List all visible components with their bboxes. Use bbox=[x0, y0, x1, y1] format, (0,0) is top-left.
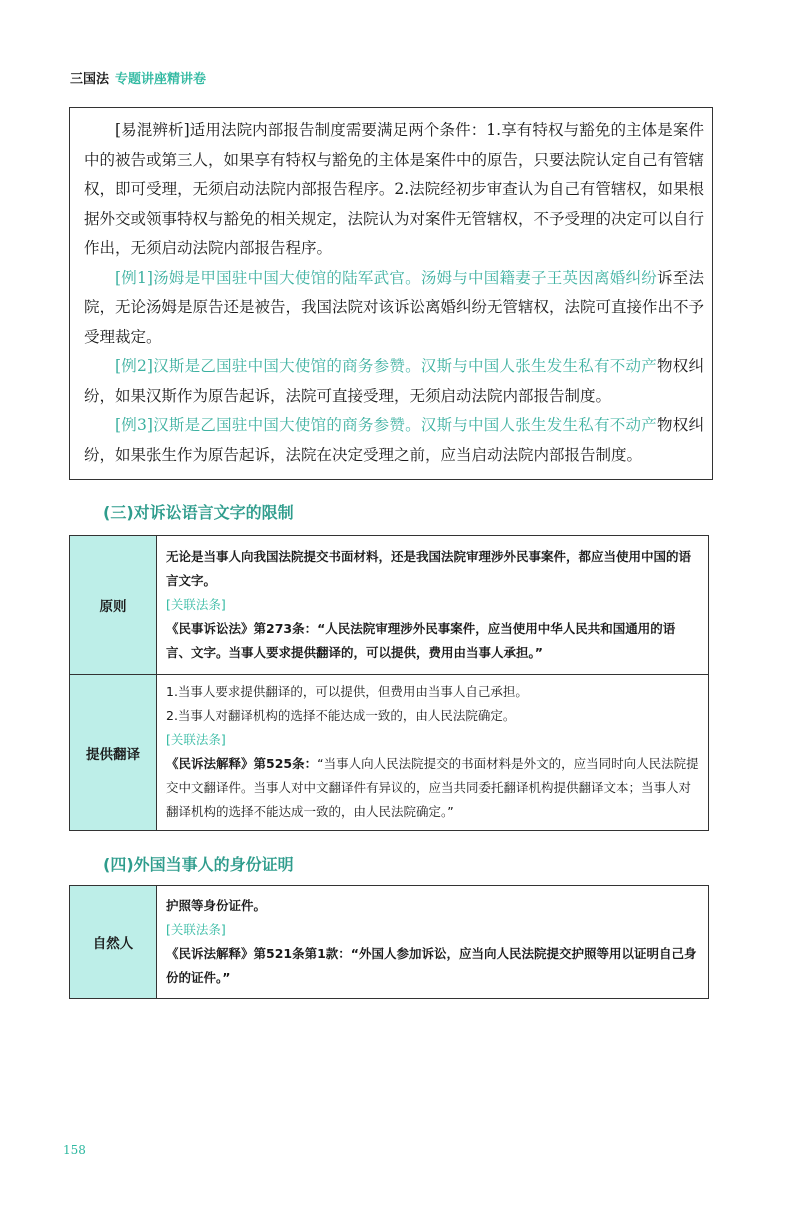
series-title: 专题讲座精讲卷 bbox=[115, 72, 207, 87]
example-1-rest: 诉至法院，无论汤姆是原告还是被告，我国法院对该诉讼离婚纠纷无管辖权，法院可直接作出不予受理裁定。 bbox=[84, 268, 705, 346]
note-box bbox=[69, 107, 713, 480]
law-text: “当事人向人民法院提交的书面材料是外文的，应当同时向人民法院提交中文翻译件。当事人对中文翻译件有异议的，应当共同委托翻译机构提供翻译文本；当事人对翻译机构的选择不能达成一致的，由人民法院确定。” bbox=[166, 756, 699, 819]
row-body bbox=[157, 886, 709, 999]
example-3-lead: [例3]汉斯是乙国驻中国大使馆的商务参赞。汉斯与中国人张生发生私有不动产 bbox=[115, 416, 657, 434]
example-3 bbox=[84, 411, 704, 470]
law-quote bbox=[166, 752, 700, 824]
language-table bbox=[69, 535, 709, 831]
rule-item-2: 2.当事人对翻译机构的选择不能达成一致的，由人民法院确定。 bbox=[166, 708, 516, 723]
related-law-tag: [关联法条] bbox=[166, 921, 226, 937]
law-quote: 《民事诉讼法》第273条：“人民法院审理涉外民事案件，应当使用中华人民共和国通用的语言、文字。当事人要求提供翻译的，可以提供，费用由当事人承担。” bbox=[166, 620, 676, 660]
law-quote: 《民诉法解释》第521条第1款：“外国人参加诉讼，应当向人民法院提交护照等用以证明自己身份的证件。” bbox=[166, 945, 697, 985]
law-reference: 《民诉法解释》第525条： bbox=[166, 756, 318, 771]
row-head: 提供翻译 bbox=[70, 675, 157, 831]
example-2-lead: [例2]汉斯是乙国驻中国大使馆的商务参赞。汉斯与中国人张生发生私有不动产 bbox=[115, 357, 657, 375]
section-4-title: (四)外国当事人的身份证明 bbox=[103, 855, 294, 874]
example-2 bbox=[84, 352, 704, 411]
note-paragraph: [易混辨析]适用法院内部报告制度需要满足两个条件：1.享有特权与豁免的主体是案件中的被告或第三人，如果享有特权与豁免的主体是案件中的原告，只要法院认定自己有管辖权，即可受理，无须启动法院内部报告程序。2.法院经初步审查认为自己有管辖权，如果根据外交或领事特权与豁免的相关规定，法院认为对案件无管辖权，不予受理的决定可以自行作出，无须启动法院内部报告程序。 bbox=[84, 121, 705, 257]
example-3-rest: 物权纠纷，如果张生作为原告起诉，法院在决定受理之前，应当启动法院内部报告制度。 bbox=[84, 416, 704, 464]
table-row bbox=[70, 675, 709, 831]
row-head: 自然人 bbox=[70, 886, 157, 999]
rule-item-1: 1.当事人要求提供翻译的，可以提供，但费用由当事人自己承担。 bbox=[166, 684, 528, 699]
row-head: 原则 bbox=[70, 536, 157, 675]
book-title: 三国法 bbox=[70, 72, 110, 87]
row-body bbox=[157, 675, 709, 831]
identity-text: 护照等身份证件。 bbox=[166, 897, 267, 913]
related-law-tag: [关联法条] bbox=[166, 732, 226, 747]
example-1 bbox=[84, 264, 704, 353]
page-number: 158 bbox=[63, 1143, 86, 1157]
example-2-rest: 物权纠纷，如果汉斯作为原告起诉，法院可直接受理，无须启动法院内部报告制度。 bbox=[84, 357, 704, 405]
section-3-title: (三)对诉讼语言文字的限制 bbox=[103, 503, 294, 522]
related-law-tag: [关联法条] bbox=[166, 596, 226, 612]
row-body bbox=[157, 536, 709, 675]
example-1-lead: [例1]汤姆是甲国驻中国大使馆的陆军武官。汤姆与中国籍妻子王英因离婚纠纷 bbox=[115, 268, 657, 287]
table-row bbox=[70, 536, 709, 675]
table-row bbox=[70, 886, 709, 999]
principle-text: 无论是当事人向我国法院提交书面材料，还是我国法院审理涉外民事案件，都应当使用中国的语言文字。 bbox=[166, 548, 692, 588]
running-header bbox=[70, 68, 206, 87]
identity-table bbox=[69, 885, 709, 999]
